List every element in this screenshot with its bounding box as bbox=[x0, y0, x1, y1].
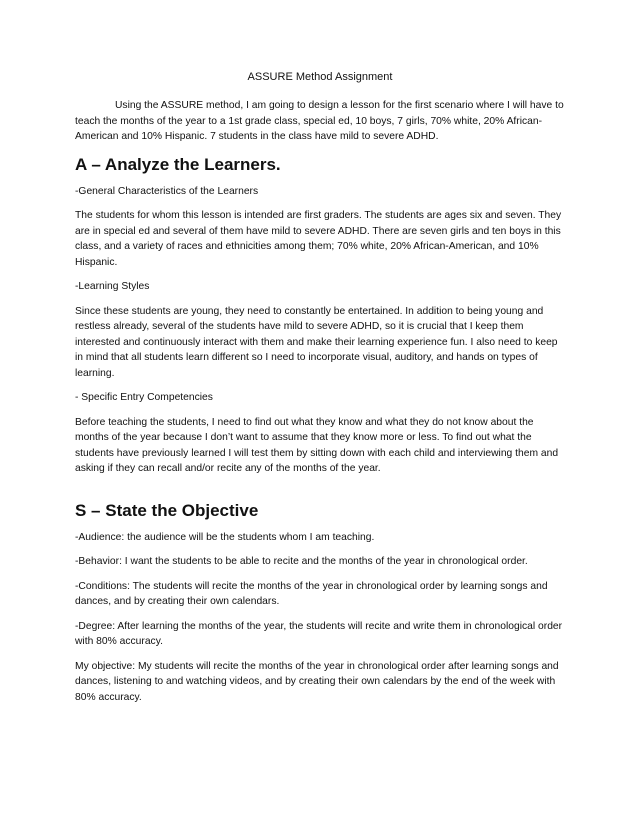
learning-styles-label: -Learning Styles bbox=[75, 281, 150, 292]
entry-competencies-text: Before teaching the students, I need to find out what they know and what they do not know about the months of the year because I don’t want to assume that they know more or less. To find out what the students have previously learned I will test them by sitting down with each child and interviewing them and asking if they can recall and/or recite any of the months of the year. bbox=[75, 416, 559, 474]
intro-paragraph: Using the ASSURE method, I am going to design a lesson for the first scenario where I will have to teach the months of the year to a 1st grade class, special ed, 10 boys, 7 girls, 70% white, 20% African-American and 10% Hispanic. 7 students in the class have mild to severe ADHD. bbox=[75, 100, 564, 142]
audience-line: -Audience: the audience will be the students whom I am teaching. bbox=[75, 531, 375, 543]
document-title: ASSURE Method Assignment bbox=[247, 71, 393, 83]
entry-competencies-label: - Specific Entry Competencies bbox=[75, 392, 213, 403]
general-characteristics-text: The students for whom this lesson is intended are first graders. The students are ages six and seven. They are in special ed and several of them have mild to severe ADHD. There are seven girls and ten boys in this class, and a variety of races and ethnicities among them; 70% white, 20% African-American, and 10% Hispanic. bbox=[75, 210, 562, 268]
general-characteristics-label: -General Characteristics of the Learners bbox=[75, 185, 259, 197]
section-spacer bbox=[75, 486, 565, 500]
section-a-heading: A – Analyze the Learners. bbox=[75, 154, 281, 174]
behavior-line: -Behavior: I want the students to be able to recite and the months of the year in chronological order. bbox=[75, 556, 528, 567]
section-s-heading: S – State the Objective bbox=[75, 500, 259, 520]
objective-paragraph: My objective: My students will recite the months of the year in chronological order after learning songs and dances, listening to and watching videos, and by creating their own calendars by the end of the week with 80% accuracy. bbox=[75, 660, 559, 703]
learning-styles-text: Since these students are young, they need to constantly be entertained. In addition to being young and restless already, several of the students have mild to severe ADHD, so it is crucial that I keep them interested and continuously interact with them and make their learning experience fun. I also need to keep in mind that all students learn different so I need to incorporate visual, auditory, and hands on types of learning. bbox=[75, 305, 558, 379]
degree-line: -Degree: After learning the months of the year, the students will recite and write them in chronological order with 80% accuracy. bbox=[75, 620, 563, 647]
conditions-line: -Conditions: The students will recite the months of the year in chronological order by learning songs and dances, and by creating their own calendars. bbox=[75, 580, 548, 607]
document-page bbox=[75, 70, 565, 714]
